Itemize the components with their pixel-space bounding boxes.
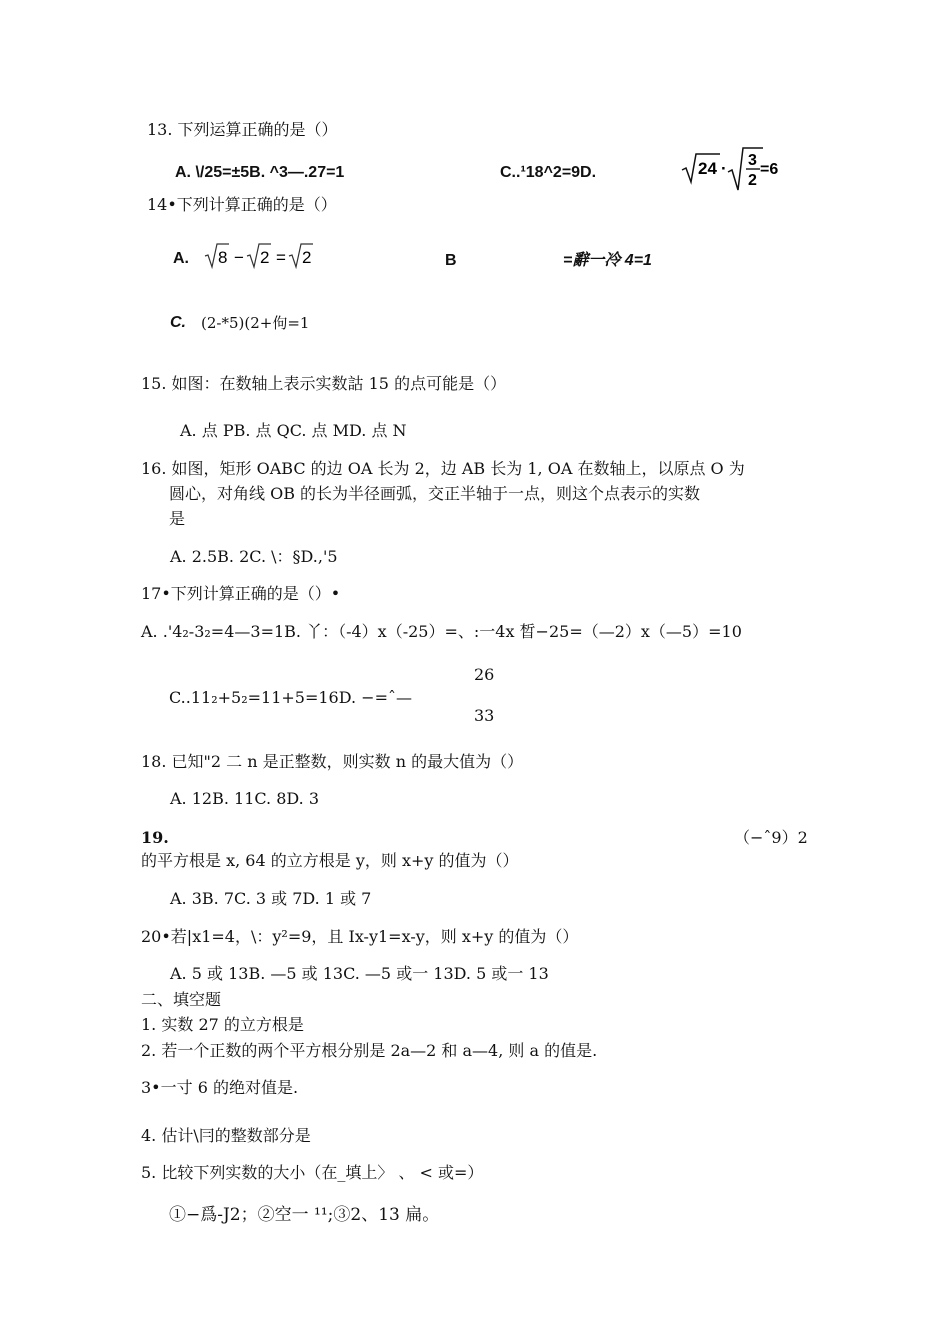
q20-stem: 20•若|x1=4，\：y²=9，且 Ix-y1=x-y，则 x+y 的值为（） [141, 927, 579, 946]
q20-options: A. 5 或 13B. —5 或 13C. —5 或一 13D. 5 或一 13 [170, 964, 549, 983]
q19-options: A. 3B. 7C. 3 或 7D. 1 或 7 [170, 889, 372, 908]
q16-line1: 16. 如图，矩形 OABC 的边 OA 长为 2，边 AB 长为 1, OA 在数轴上，以原点 O 为 [141, 459, 745, 478]
fill-item-3: 3•一寸 6 的绝对值是. [141, 1078, 299, 1097]
q14-option-a-label: A. [173, 250, 189, 267]
q17-options-ab: A. .'4₂-3₂=4—3=1B. 丫：（-4）x（-25）=、:一4x 晳−25=（—2）x（—5）=10 [141, 622, 742, 641]
q13-frac-num: 3 [748, 152, 757, 169]
q14-option-b-expr: =辭一冷 4=1 [563, 252, 652, 269]
q13-option-c: C..¹18^2=9D. [500, 164, 597, 181]
q13-frac-den: 2 [748, 172, 757, 189]
q15-stem: 15. 如图：在数轴上表示实数詁 15 的点可能是（） [141, 374, 507, 393]
q17-stem: 17•下列计算正确的是（）• [141, 584, 341, 603]
fill-item-1: 1. 实数 27 的立方根是 [141, 1015, 304, 1034]
q14-radicand-8: 8 [218, 248, 228, 267]
q13-option-d-math [680, 146, 790, 192]
q13-result: =6 [760, 161, 779, 178]
fill-item-5: 5. 比较下列实数的大小（在_填上〉 、 < 或=） [141, 1163, 484, 1182]
q14-option-b-label: B [445, 252, 457, 269]
section2-title: 二、填空题 [141, 990, 222, 1009]
q13-radicand-24: 24 [698, 159, 717, 178]
q14-minus: − [234, 248, 244, 267]
q17-fraction-numerator: 26 [474, 665, 495, 684]
q14-option-c-label: C. [170, 314, 186, 331]
q14-radicand-2a: 2 [260, 248, 270, 267]
q13-dot: · [721, 159, 727, 178]
q19-expression: （−ˆ9）2 [734, 828, 808, 847]
fill-item-2: 2. 若一个正数的两个平方根分别是 2a—2 和 a—4, 则 a 的值是. [141, 1041, 598, 1060]
q16-options: A. 2.5B. 2C. \：§D.,'5 [170, 547, 338, 566]
q19-stem: 的平方根是 x, 64 的立方根是 y，则 x+y 的值为（） [141, 851, 519, 870]
q19-number: 19. [141, 828, 169, 847]
q14-radicand-2b: 2 [302, 248, 312, 267]
fill-item-5-parts: ①−爲-J2；②空一 ¹¹;③2、13 扁。 [169, 1205, 440, 1225]
q13-options-ab: A. \/25=±5B. ^3—.27=1 [175, 164, 345, 181]
q17-options-cd: C..11₂+5₂=11+5=16D. −=ˆ— [169, 688, 412, 707]
q13-stem: 13. 下列运算正确的是（） [147, 120, 338, 139]
q18-options: A. 12B. 11C. 8D. 3 [170, 789, 320, 808]
q16-line3: 是 [169, 509, 186, 528]
q14-stem: 14•下列计算正确的是（） [147, 195, 337, 214]
q16-line2: 圆心，对角线 OB 的长为半径画弧，交正半轴于一点，则这个点表示的实数 [169, 484, 701, 503]
q15-options: A. 点 PB. 点 QC. 点 MD. 点 N [180, 421, 407, 440]
q17-fraction-denominator: 33 [474, 706, 495, 725]
q14-option-a-math [203, 240, 323, 274]
fill-item-4: 4. 估计\冃的整数部分是 [141, 1126, 311, 1145]
q18-stem: 18. 已知"2 二 n 是正整数，则实数 n 的最大值为（） [141, 752, 524, 771]
q14-option-c-expr: (2-*5)(2+佝=1 [201, 314, 310, 332]
q14-equals: = [276, 248, 286, 267]
